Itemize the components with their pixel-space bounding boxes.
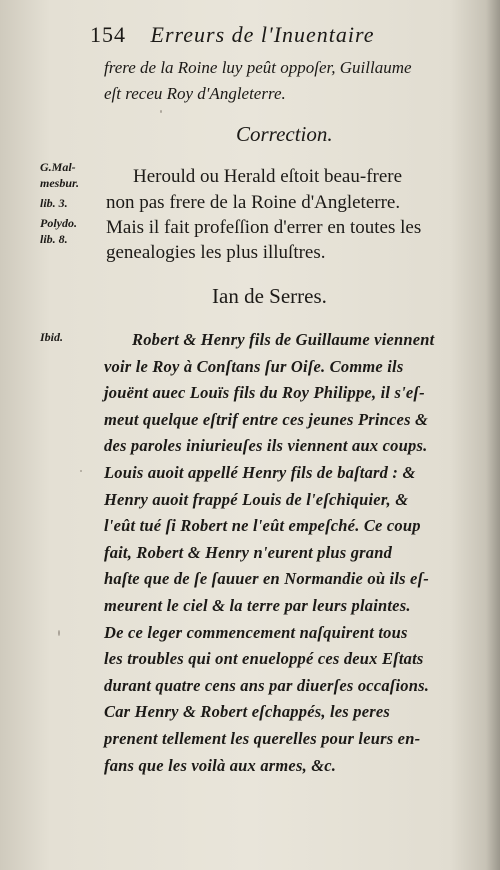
running-head [90,22,470,52]
paper-speck [160,110,162,113]
quote-line: fait, Robert & Henry n'eurent plus grand [104,543,393,562]
quote-line: Henry auoit frappé Louis de l'eſchiquier, & [104,490,409,509]
quote-line: Robert & Henry fils de Guillaume viennent [132,330,435,349]
quote-line: prenent tellement les querelles pour leurs en- [104,729,421,748]
correction-line: non pas frere de la Roine d'Angleterre. [106,192,401,213]
margin-note: Polydo. [40,216,77,230]
quote-line: De ce leger commencement naſquirent tous [104,623,408,642]
continuation-line: frere de la Roine luy peût oppoſer, Guillaume [104,58,412,77]
quote-line: jouënt auec Louïs fils du Roy Philippe, il s'eſ- [104,383,425,402]
quote-line: Car Henry & Robert eſchappés, les peres [104,702,390,721]
page-edge-shadow [486,0,500,870]
quote-line: durant quatre cens ans par diuerſes occaſions. [104,676,430,695]
margin-note: G.Mal- [40,160,76,174]
correction-line: genealogies les plus illuſtres. [106,242,326,263]
quote-line: des paroles iniurieuſes ils viennent aux coups. [104,436,428,455]
paper-speck [80,470,82,472]
quote-line: haſte que de ſe ſauuer en Normandie où ils eſ- [104,569,429,588]
page-number: 154 [90,22,126,47]
correction-line: Mais il fait profeſſion d'errer en toutes les [106,217,422,238]
quote-line: l'eût tué ſi Robert ne l'eût empeſché. Ce coup [104,516,421,535]
margin-note: Ibid. [40,330,64,344]
quote-line: les troubles qui ont enueloppé ces deux Eſtats [104,649,424,668]
correction-heading: Correction. [236,122,333,146]
margin-note: mesbur. [40,176,80,190]
continuation-line: eſt receu Roy d'Angleterre. [104,84,286,103]
quote-line: Louis auoit appellé Henry fils de baſtard : & [104,463,416,482]
margin-note: lib. 8. [40,232,68,246]
quote-line: voir le Roy à Conſtans ſur Oiſe. Comme ils [104,357,404,376]
margin-note: lib. 3. [40,196,68,210]
quote-line: meut quelque eſtrif entre ces jeunes Princes & [104,410,429,429]
quote-line: fans que les voilà aux armes, &c. [104,756,337,775]
running-title: Erreurs de l'Inuentaire [150,22,375,47]
quote-heading: Ian de Serres. [212,284,327,308]
correction-line: Herould ou Herald eſtoit beau-frere [133,166,403,187]
quote-line: meurent le ciel & la terre par leurs plaintes. [104,596,411,615]
paper-speck [58,630,60,636]
